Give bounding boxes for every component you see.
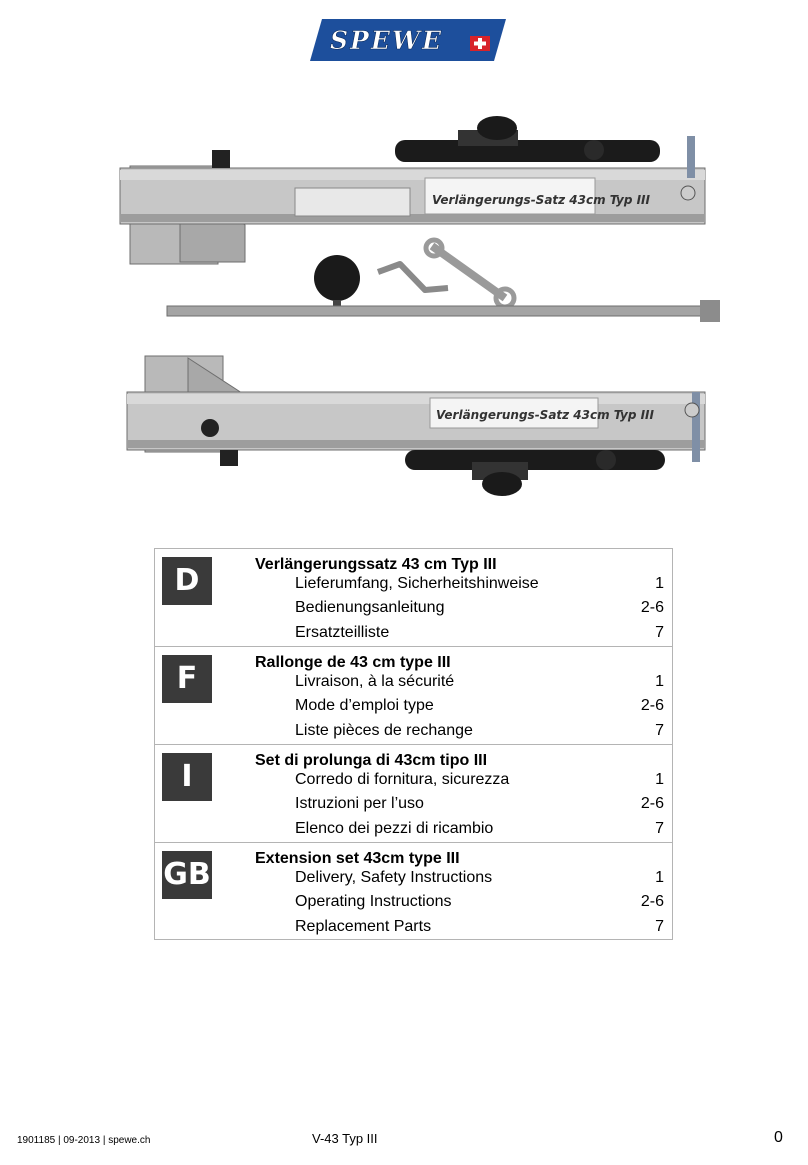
- toc-row-page: 1: [655, 575, 664, 592]
- toc-row-label: Bedienungsanleitung: [295, 599, 445, 616]
- toc-row: [295, 893, 664, 915]
- page-number: 0: [774, 1129, 783, 1146]
- toc-row-page: 1: [655, 673, 664, 690]
- rail-assembly-top: [120, 116, 705, 264]
- rail-label-top: Verlängerungs-Satz 43cm Typ III: [432, 193, 650, 207]
- section-title: Extension set 43cm type III: [255, 850, 460, 867]
- language-badge: GB: [162, 851, 212, 899]
- toc-row-page: 2-6: [640, 893, 664, 910]
- toc-row: [295, 795, 664, 817]
- toc-row: [295, 599, 664, 621]
- toc-row-label: Replacement Parts: [295, 918, 432, 935]
- toc-row-label: Liste pièces de rechange: [295, 722, 473, 739]
- toc-row: [295, 624, 664, 646]
- toc-row-page: 2-6: [640, 697, 664, 714]
- footer-model: V-43 Typ III: [312, 1131, 378, 1146]
- toc-row-label: Corredo di fornitura, sicurezza: [295, 771, 510, 788]
- toc-row-page: 1: [655, 869, 664, 886]
- section-de: [155, 549, 672, 647]
- toc-row: [295, 869, 664, 891]
- toc-row: [295, 918, 664, 940]
- product-photo: [0, 0, 808, 520]
- toc-row-page: 7: [655, 918, 664, 935]
- toc-row-label: Operating Instructions: [295, 893, 452, 910]
- logo-text: SPEWE: [330, 26, 444, 55]
- toc-row-page: 2-6: [640, 795, 664, 812]
- toc-row-label: Elenco dei pezzi di ricambio: [295, 820, 494, 837]
- language-contents-table: [154, 548, 673, 940]
- toc-row-page: 7: [655, 722, 664, 739]
- language-badge: I: [162, 753, 212, 801]
- section-it: [155, 745, 672, 843]
- section-fr: [155, 647, 672, 745]
- rail-label-bottom: Verlängerungs-Satz 43cm Typ III: [436, 408, 654, 422]
- toc-row-page: 7: [655, 624, 664, 641]
- toc-row: [295, 722, 664, 744]
- toc-row-label: Ersatzteilliste: [295, 624, 390, 641]
- toc-row-label: Delivery, Safety Instructions: [295, 869, 493, 886]
- rail-assembly-bottom: [127, 356, 705, 496]
- language-badge: D: [162, 557, 212, 605]
- toc-row: [295, 771, 664, 793]
- toc-row-label: Livraison, à la sécurité: [295, 673, 455, 690]
- section-title: Rallonge de 43 cm type III: [255, 654, 451, 671]
- section-title: Verlängerungssatz 43 cm Typ III: [255, 556, 497, 573]
- section-title: Set di prolunga di 43cm tipo III: [255, 752, 488, 769]
- toc-row-label: Lieferumfang, Sicherheitshinweise: [295, 575, 539, 592]
- toc-row-page: 2-6: [640, 599, 664, 616]
- toc-row-label: Mode d’emploi type: [295, 697, 434, 714]
- toc-row: [295, 820, 664, 842]
- toc-row-page: 7: [655, 820, 664, 837]
- toc-row: [295, 697, 664, 719]
- section-gb: [155, 843, 672, 939]
- loose-parts: [167, 240, 720, 322]
- footer-doc-info: 1901185 | 09-2013 | spewe.ch: [17, 1135, 151, 1146]
- toc-row-page: 1: [655, 771, 664, 788]
- toc-row-label: Istruzioni per l’uso: [295, 795, 424, 812]
- toc-row: [295, 673, 664, 695]
- toc-row: [295, 575, 664, 597]
- language-badge: F: [162, 655, 212, 703]
